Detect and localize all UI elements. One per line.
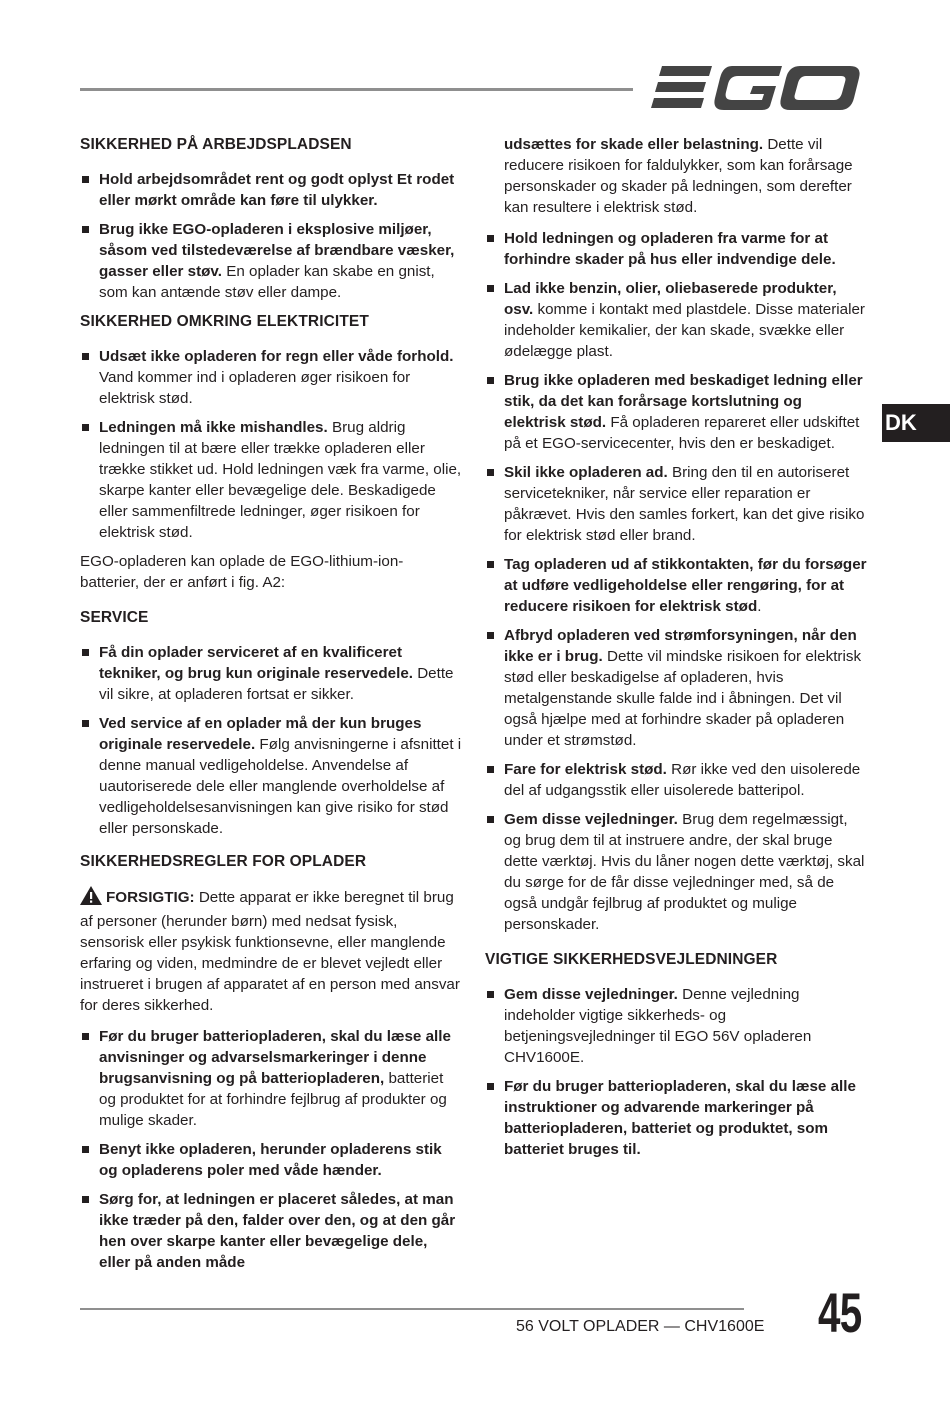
square-bullet-icon [82, 649, 89, 656]
list-item [80, 1026, 462, 1131]
bullet-bold-text: Benyt ikke opladeren, herunder opladerens stik og opladerens poler med våde hænder. [99, 1141, 442, 1179]
right-column [485, 132, 867, 1168]
continued-item [504, 134, 867, 218]
list-item [80, 642, 462, 705]
warning-label: FORSIGTIG: [106, 889, 195, 906]
list-item [80, 417, 462, 543]
bullet-text: En oplader kan skabe en gnist, som kan antænde støv eller dampe. [99, 263, 435, 301]
square-bullet-icon [487, 285, 494, 292]
bullet-text: Dette vil reducere risikoen for faldulykker, som kan forårsage personskader og skader på ledningen, som derefter kan resultere i elektrisk stød. [504, 136, 853, 216]
bullet-list [485, 228, 867, 935]
square-bullet-icon [82, 176, 89, 183]
bullet-text: Følg anvisningerne i afsnittet i denne manual vedligeholdelse. Anvendelse af uautoriserede dele eller manglende overholdelse af vedligeholdelsesanvisningen kan give risiko for stød eller personskade. [99, 736, 462, 837]
bullet-list [80, 169, 462, 303]
square-bullet-icon [487, 561, 494, 568]
square-bullet-icon [487, 235, 494, 242]
list-item [80, 346, 462, 409]
warning-text: Dette apparat er ikke beregnet til brug af personer (herunder børn) med nedsat fysisk, sensorisk eller psykisk funktionsevne, eller manglende erfaring og viden, medmindre de er blevet vejledt eller instrueret i brugen af apparatet af en person med ansvar for deres sikkerhed. [80, 889, 460, 1014]
bullet-text: Brug aldrig ledningen til at bære eller trække opladeren eller trække stikket ud. Hold ledningen væk fra varme, olie, skarpe kanter eller bevægelige dele. Beskadigede eller sammenfiltrede ledninger, øger risikoen for elektrisk stød. [99, 419, 462, 541]
square-bullet-icon [82, 424, 89, 431]
bullet-text: Bring den til en autoriseret servicetekniker, når service eller reparation er påkrævet. Hvis den samles forkert, kan det give risiko for elektrisk stød eller brand. [504, 464, 865, 544]
bullet-bold-text: Fare for elektrisk stød. [504, 761, 667, 778]
square-bullet-icon [487, 766, 494, 773]
bullet-bold-text: Lad ikke benzin, olier, oliebaserede produkter, osv. [504, 280, 837, 318]
square-bullet-icon [487, 469, 494, 476]
footer-rule [80, 1308, 744, 1310]
footer-text: 56 VOLT OPLADER — CHV1600E [516, 1318, 765, 1335]
list-item [80, 169, 462, 211]
section-heading-service: SERVICE [80, 609, 149, 626]
left-column [80, 132, 462, 1281]
bullet-bold-text: Afbryd opladeren ved strømforsyningen, når den ikke er i brug. [504, 627, 857, 665]
page-number: 45 [818, 1281, 862, 1344]
section-heading-workplace: SIKKERHED PÅ ARBEJDSPLADSEN [80, 136, 352, 153]
battery-paragraph: EGO-opladeren kan oplade de EGO-lithium-ion-batterier, der er anført i fig. A2: [80, 553, 404, 591]
bullet-bold-text: Ledningen må ikke mishandles. [99, 419, 328, 436]
square-bullet-icon [487, 632, 494, 639]
bullet-bold-text: Før du bruger batteriopladeren, skal du læse alle instruktioner og advarende markeringer på batteriopladeren, batteriet og produktet, som batteriet bruges til. [504, 1078, 856, 1158]
list-item [485, 1076, 867, 1160]
square-bullet-icon [487, 1083, 494, 1090]
bullet-bold-text: Ved service af en oplader må der kun bruges originale reservedele. [99, 715, 422, 753]
bullet-text: komme i kontakt med plastdele. Disse materialer indeholder kemikalier, der kan skade, svække eller ødelægge plast. [504, 301, 865, 360]
ego-logo [650, 62, 862, 114]
bullet-bold-text: udsættes for skade eller belastning. [504, 136, 764, 153]
bullet-bold-text: Skil ikke opladeren ad. [504, 464, 668, 481]
list-item [485, 462, 867, 546]
square-bullet-icon [82, 1146, 89, 1153]
list-item [485, 984, 867, 1068]
square-bullet-icon [82, 1196, 89, 1203]
bullet-text: Brug dem regelmæssigt, og brug dem til at instruere andre, der skal bruge dette værktøj. Hvis du låner nogen dette værktøj, skal du sørge for de får disse vejledninger med, så de også undgår fejlbrug af produktet og mulige personskader. [504, 811, 865, 933]
section-heading-important: VIGTIGE SIKKERHEDSVEJLEDNINGER [485, 951, 778, 968]
bullet-list [485, 984, 867, 1160]
bullet-bold-text: Udsæt ikke opladeren for regn eller våde forhold. [99, 348, 454, 365]
square-bullet-icon [82, 720, 89, 727]
bullet-text: Dette vil sikre, at opladeren fortsat er sikker. [99, 665, 454, 703]
bullet-list [80, 346, 462, 543]
list-item [485, 759, 867, 801]
bullet-bold-text: Gem disse vejledninger. [504, 986, 678, 1003]
bullet-text: batteriet og produktet for at forhindre fejlbrug af produkter og mulige skader. [99, 1070, 447, 1129]
list-item [485, 228, 867, 270]
square-bullet-icon [487, 991, 494, 998]
ego-logo-icon [650, 62, 862, 114]
bullet-bold-text: Få din oplader serviceret af en kvalificeret tekniker, og brug kun originale reservedele. [99, 644, 413, 682]
list-item [485, 370, 867, 454]
warning-paragraph [80, 886, 462, 1016]
bullet-list [80, 642, 462, 839]
square-bullet-icon [487, 816, 494, 823]
bullet-bold-text: Før du bruger batteriopladeren, skal du læse alle anvisninger og advarselsmarkeringer i denne brugsanvisning og på batteriopladeren, [99, 1028, 451, 1087]
list-item [485, 809, 867, 935]
list-item [485, 625, 867, 751]
bullet-bold-text: Brug ikke opladeren med beskadiget ledning eller stik, da det kan forårsage kortslutning og elektrisk stød. [504, 372, 863, 431]
bullet-text: Rør ikke ved den uisolerede del af udgangsstik eller uisolerede batteripol. [504, 761, 861, 799]
bullet-text: . [757, 598, 762, 615]
list-item [80, 1139, 462, 1181]
square-bullet-icon [487, 377, 494, 384]
header-rule [80, 88, 633, 91]
section-heading-charger-rules: SIKKERHEDSREGLER FOR OPLADER [80, 853, 367, 870]
list-item [485, 278, 867, 362]
bullet-bold-text: Sørg for, at ledningen er placeret således, at man ikke træder på den, falder over den, og at den går hen over skarpe kanter eller bevægelige dele, eller på anden måde [99, 1191, 456, 1271]
warning-triangle-icon [80, 886, 102, 911]
bullet-bold-text: Hold ledningen og opladeren fra varme for at forhindre skader på hus eller indvendige dele. [504, 230, 836, 268]
list-item [80, 219, 462, 303]
bullet-text: Få opladeren repareret eller udskiftet på et EGO-servicecenter, hvis den er beskadiget. [504, 414, 860, 452]
list-item [80, 1189, 462, 1273]
section-heading-electricity: SIKKERHED OMKRING ELEKTRICITET [80, 313, 369, 330]
list-item [485, 554, 867, 617]
bullet-bold-text: Brug ikke EGO-opladeren i eksplosive miljøer, såsom ved tilstedeværelse af brændbare væsker, gasser eller støv. [99, 221, 455, 280]
square-bullet-icon [82, 353, 89, 360]
square-bullet-icon [82, 226, 89, 233]
bullet-text: Denne vejledning indeholder vigtige sikkerheds- og betjeningsvejledninger til EGO 56V opladeren CHV1600E. [504, 986, 812, 1066]
bullet-text: Dette vil mindske risikoen for elektrisk stød eller beskadigelse af opladeren, hvis metalgenstande skulle falde ind i åbningen. Det vil også hjælpe med at forhindre skader på opladeren under et strømstød. [504, 648, 862, 749]
bullet-bold-text: Tag opladeren ud af stikkontakten, før du forsøger at udføre vedligeholdelse eller rengøring, for at reducere risikoen for elektrisk stød [504, 556, 867, 615]
bullet-bold-text: Gem disse vejledninger. [504, 811, 678, 828]
square-bullet-icon [82, 1033, 89, 1040]
language-tab: DK [882, 404, 950, 442]
bullet-list [80, 1026, 462, 1273]
bullet-text: Vand kommer ind i opladeren øger risikoen for elektrisk stød. [99, 369, 411, 407]
bullet-bold-text: Hold arbejdsområdet rent og godt oplyst Et rodet eller mørkt område kan føre til ulykker. [99, 171, 455, 209]
list-item [80, 713, 462, 839]
